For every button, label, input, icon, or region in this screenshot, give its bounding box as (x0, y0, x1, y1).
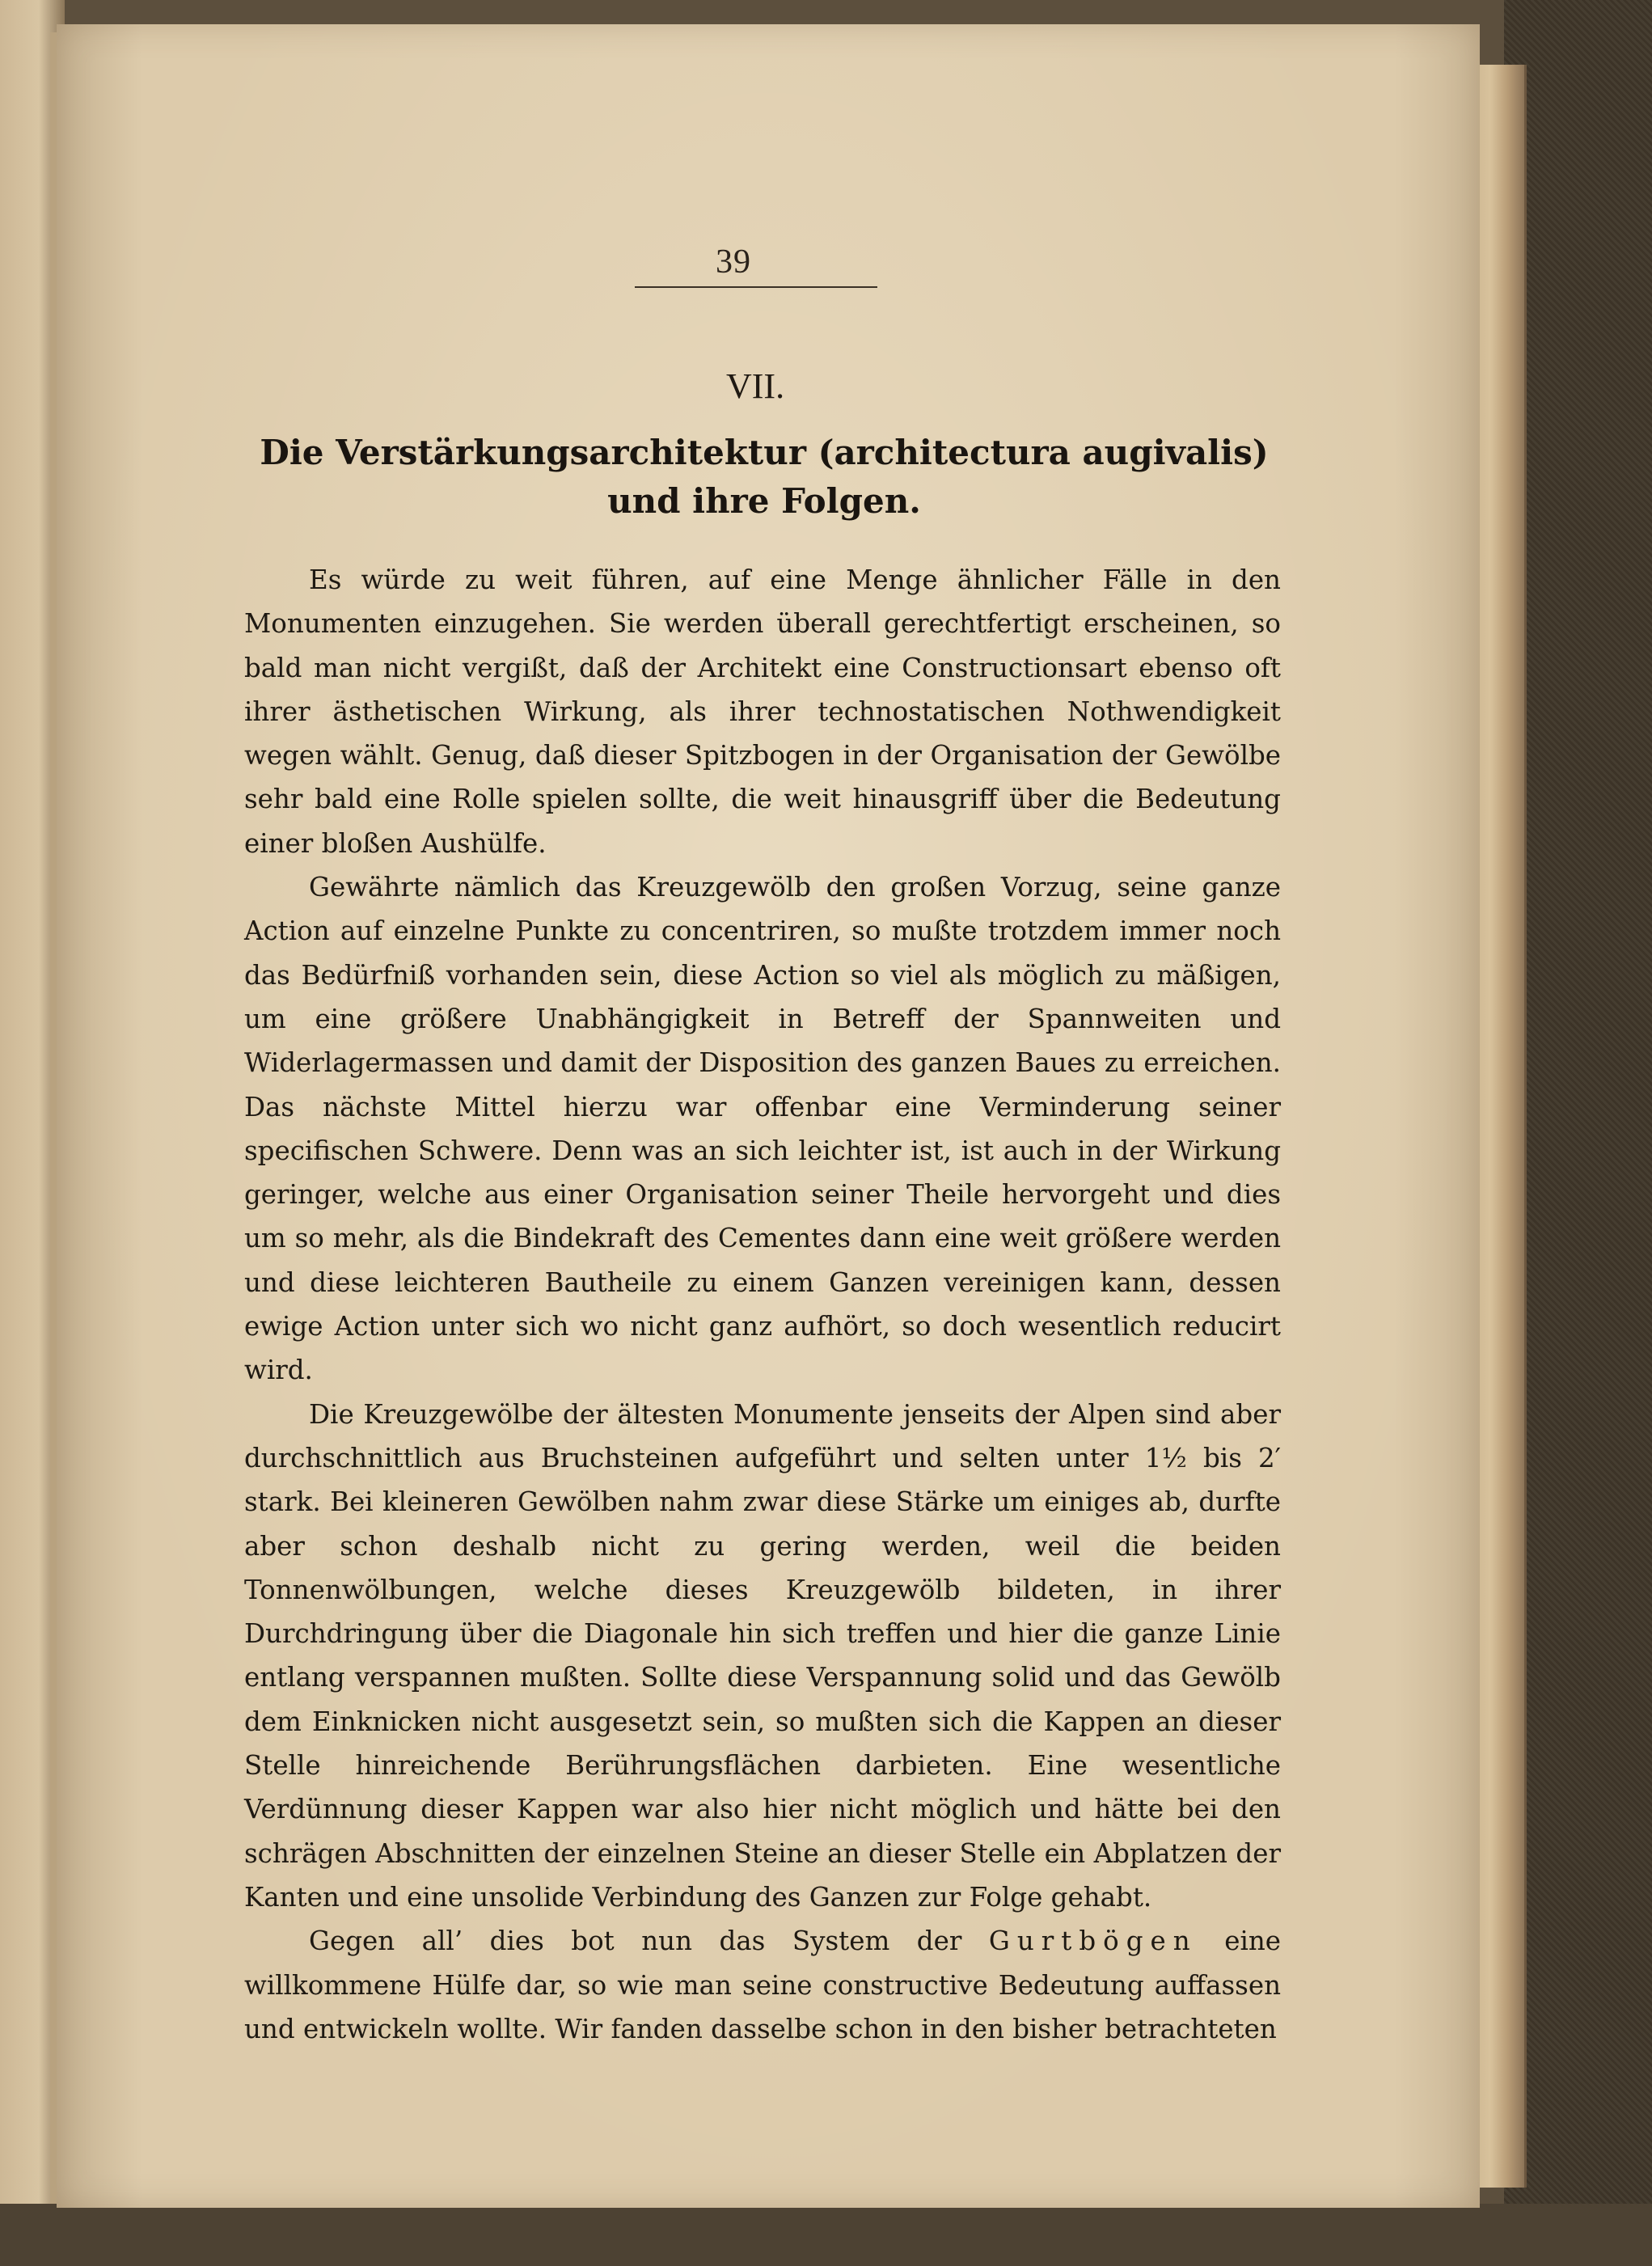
paragraph-4 (244, 1919, 1281, 2051)
body-text (244, 558, 1281, 2051)
emphasized-term: Gurtbögen (988, 1926, 1198, 1957)
paragraph-4-text-before: Gegen all’ dies bot nun das System der (309, 1926, 989, 1957)
page-number: 39 (716, 243, 751, 281)
book-cover-bottom (0, 2204, 1652, 2266)
chapter-title: Die Verstärkungsarchitektur (architectura augivalis) und ihre Folgen. (260, 433, 1269, 521)
chapter-number: VII. (726, 366, 785, 406)
paragraph-4-text-after: eine willkommene Hülfe dar, so wie man seine constructive Bedeutung auffassen und entwickeln wollte. Wir fanden dasselbe schon in den bisher betrachteten (244, 1926, 1281, 2044)
left-page-edge (50, 32, 57, 2216)
paragraph-1: Es würde zu weit führen, auf eine Menge ähnlicher Fälle in den Monumenten einzugehen. Sie werden überall gerechtfertigt erscheinen, so bald man nicht vergißt, daß der Architekt eine Constructionsart ebenso oft ihrer ästhetischen Wirkung, als ihrer technostatischen Nothwendigkeit wegen wählt. Genug, daß dieser Spitzbogen in der Organisation der Gewölbe sehr bald eine Rolle spielen sollte, die weit hinausgriff über die Bedeutung einer bloßen Aushülfe. (244, 564, 1281, 859)
paragraph-2: Gewährte nämlich das Kreuzgewölb den großen Vorzug, seine ganze Action auf einzelne Punkte zu concentriren, so mußte trotzdem immer noch das Bedürfniß vorhanden sein, diese Action so viel als möglich zu mäßigen, um eine größere Unabhängigkeit in Betreff der Spannweiten und Widerlagermassen und damit der Disposition des ganzen Baues zu erreichen. Das nächste Mittel hierzu war offenbar eine Verminderung seiner specifischen Schwere. Denn was an sich leichter ist, ist auch in der Wirkung geringer, welche aus einer Organisation seiner Theile hervorgeht und dies um so mehr, als die Bindekraft des Cementes dann eine weit größere werden und diese leichteren Bautheile zu einem Ganzen vereinigen kann, dessen ewige Action unter sich wo nicht ganz aufhört, so doch wesentlich reducirt wird. (244, 872, 1281, 1386)
header-rule (635, 286, 877, 288)
paragraph-3: Die Kreuzgewölbe der ältesten Monumente jenseits der Alpen sind aber durchschnittlich aus Bruchsteinen aufgeführt und selten unter 1½ bis 2′ stark. Bei kleineren Gewölben nahm zwar diese Stärke um einiges ab, durfte aber schon deshalb nicht zu gering werden, weil die beiden Tonnenwölbungen, welche dieses Kreuzgewölb bildeten, in ihrer Durchdringung über die Diagonale hin sich treffen und hier die ganze Linie entlang verspannen mußten. Sollte diese Verspannung solid und das Gewölb dem Einknicken nicht ausgesetzt sein, so mußten sich die Kappen an dieser Stelle hinreichende Berührungsflächen darbieten. Eine wesentliche Verdünnung dieser Kappen war also hier nicht möglich und hätte bei den schrägen Abschnitten der einzelnen Steine an dieser Stelle ein Abplatzen der Kanten und eine unsolide Verbindung des Ganzen zur Folge gehabt. (244, 1398, 1281, 1913)
